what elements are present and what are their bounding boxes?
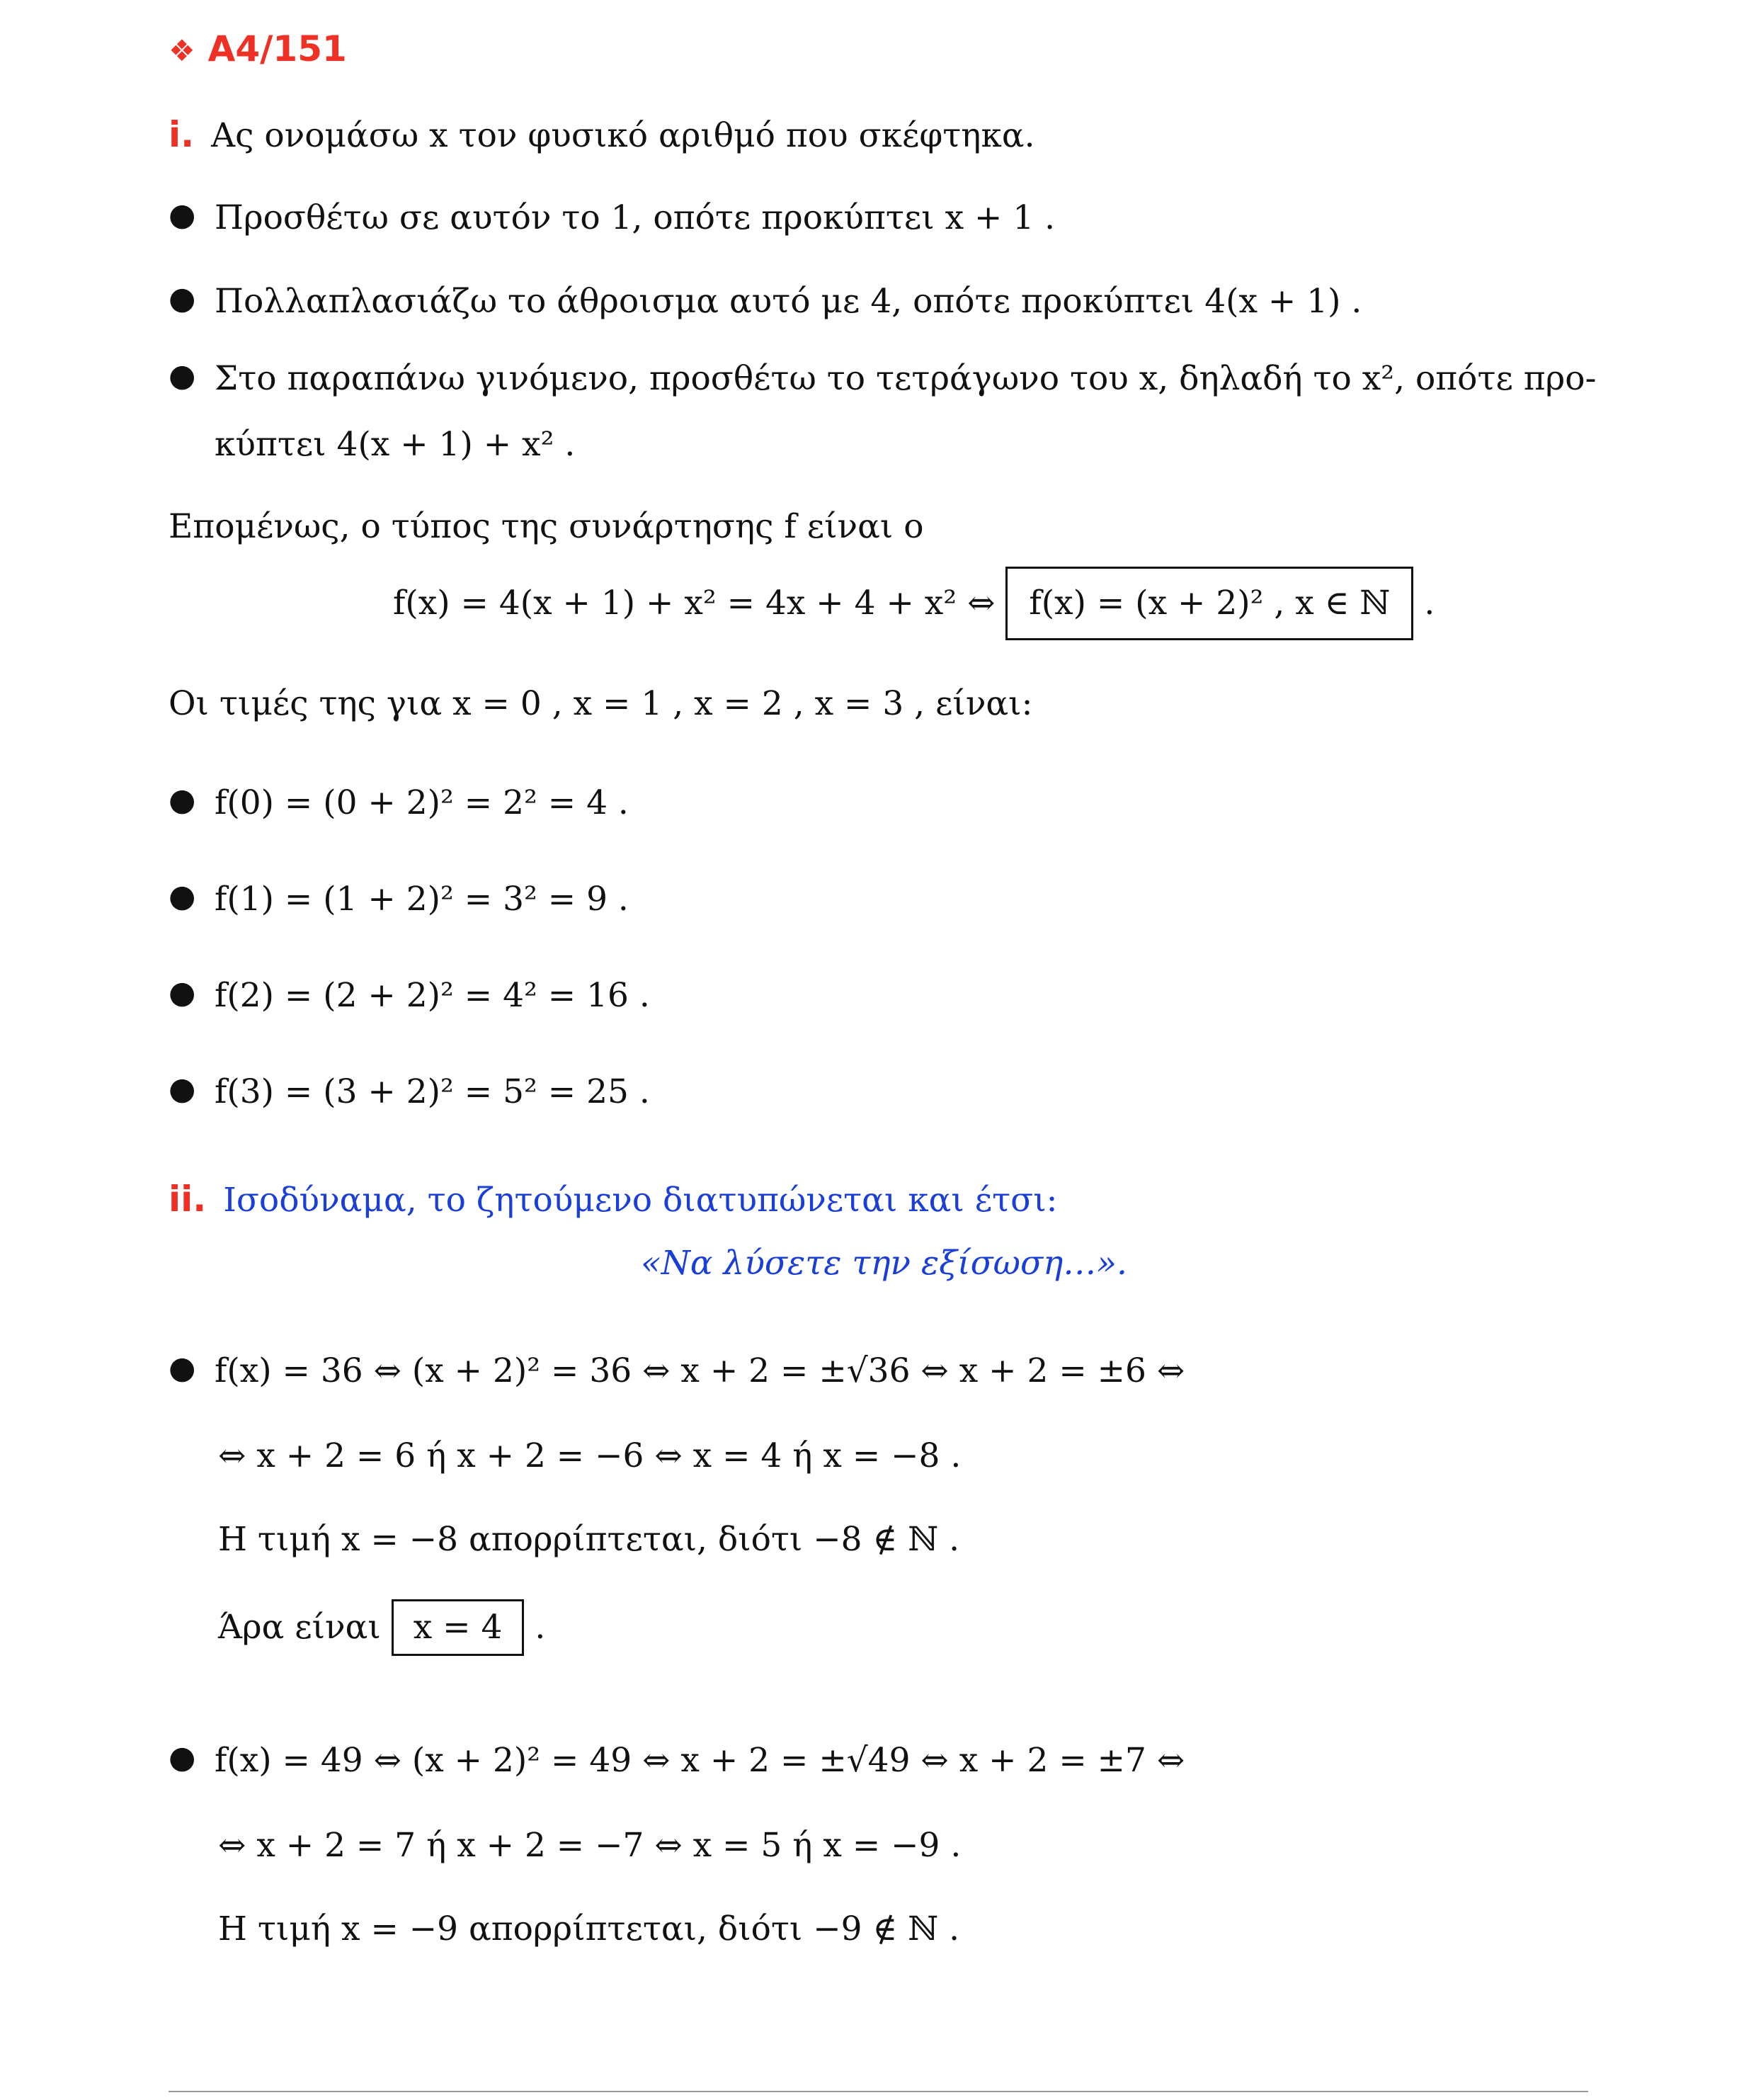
value-f0: f(0) = (0 + 2)² = 2² = 4 . [215,783,629,822]
part-ii-label: ii. [169,1179,207,1220]
eq1-reject: Η τιμή x = −8 απορρίπτεται, διότι −8 ∉ ℕ . [218,1520,960,1559]
main-formula [393,567,1435,640]
conclusion-boxed: x = 4 [392,1599,525,1656]
conclusion-end: . [535,1608,546,1647]
value-f1: f(1) = (1 + 2)² = 3² = 9 . [215,880,629,919]
formula-left: f(x) = 4(x + 1) + x² = 4x + 4 + x² ⇔ [393,584,996,623]
values-intro: Οι τιμές της για x = 0 , x = 1 , x = 2 , x = 3 , είναι: [169,684,1033,723]
formula-boxed: f(x) = (x + 2)² , x ∈ ℕ [1005,567,1413,640]
part-i-bullet-3-continuation: κύπτει 4(x + 1) + x² . [215,425,576,464]
formula-end: . [1424,584,1435,623]
part-ii-intro: Ισοδύναμα, το ζητούμενο διατυπώνεται και έτσι: [223,1181,1058,1220]
value-f3: f(3) = (3 + 2)² = 5² = 25 . [215,1072,650,1111]
part-i-therefore: Επομένως, ο τύπος της συνάρτησης f είναι ο [169,507,924,546]
bullet-icon: ● [169,1350,196,1386]
eq2-line1: f(x) = 49 ⇔ (x + 2)² = 49 ⇔ x + 2 = ±√49 ⇔ x + 2 = ±7 ⇔ [215,1741,1185,1780]
footer-divider [169,2091,1588,2092]
eq2-reject: Η τιμή x = −9 απορρίπτεται, διότι −9 ∉ ℕ . [218,1909,960,1948]
eq1-conclusion [218,1598,545,1657]
part-i-bullet-3: Στο παραπάνω γινόμενο, προσθέτω το τετράγωνο του x, δηλαδή το x², οπότε προ- [215,359,1597,398]
value-f2: f(2) = (2 + 2)² = 4² = 16 . [215,976,650,1015]
bullet-icon: ● [169,358,196,394]
bullet-icon: ● [169,280,196,317]
eq2-line2: ⇔ x + 2 = 7 ή x + 2 = −7 ⇔ x = 5 ή x = −9 . [218,1826,962,1865]
part-ii-intro-line [169,1178,1057,1222]
bullet-icon: ● [169,975,196,1011]
eq1-line1: f(x) = 36 ⇔ (x + 2)² = 36 ⇔ x + 2 = ±√36 ⇔ x + 2 = ±6 ⇔ [215,1351,1185,1390]
part-i-bullet-1: Προσθέτω σε αυτόν το 1, οπότε προκύπτει x + 1 . [215,198,1056,237]
diamond-icon: ❖ [169,33,195,68]
eq1-line2: ⇔ x + 2 = 6 ή x + 2 = −6 ⇔ x = 4 ή x = −8 . [218,1436,962,1475]
part-i-label: i. [169,114,195,155]
part-i-intro-line [169,113,1035,157]
part-ii-quote: «Να λύσετε την εξίσωση…». [641,1244,1127,1283]
part-i-bullet-2: Πολλαπλασιάζω το άθροισμα αυτό με 4, οπότε προκύπτει 4(x + 1) . [215,282,1362,321]
bullet-icon: ● [169,1071,196,1107]
bullet-icon: ● [169,782,196,818]
bullet-icon: ● [169,878,196,914]
section-title: A4/151 [207,28,347,69]
bullet-icon: ● [169,197,196,233]
part-i-intro: Ας ονομάσω x τον φυσικό αριθμό που σκέφτηκα. [211,116,1035,155]
section-heading [169,28,347,69]
conclusion-prefix: Άρα είναι [218,1608,381,1647]
bullet-icon: ● [169,1739,196,1776]
